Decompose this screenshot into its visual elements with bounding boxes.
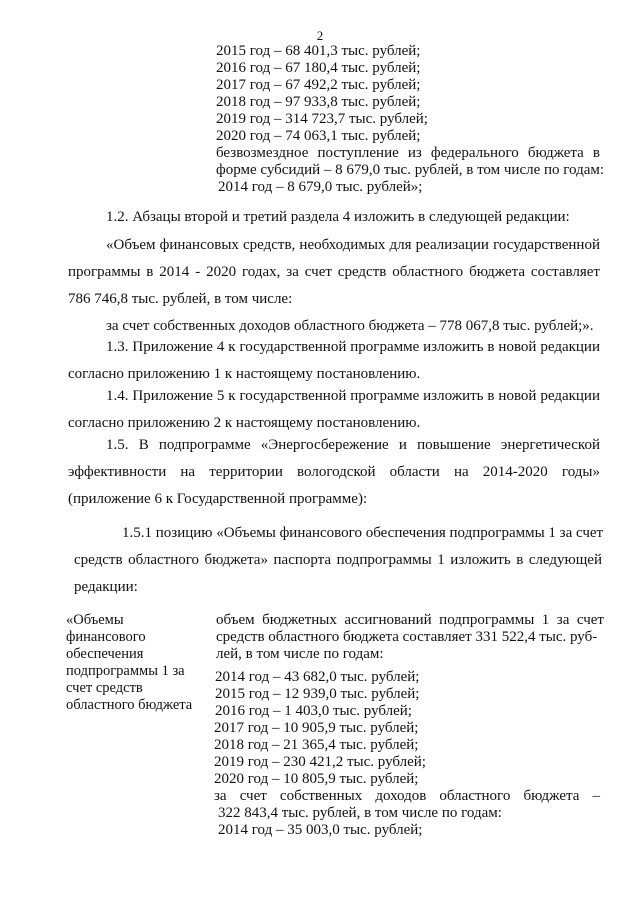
year-line: 2018 год – 97 933,8 тыс. рублей; bbox=[216, 94, 421, 110]
top-year-list bbox=[216, 43, 605, 196]
paragraph-text: «Объем финансовых средств, необходимых для реализации государственной bbox=[106, 237, 600, 253]
paragraph-text: согласно приложению 2 к настоящему постановлению. bbox=[68, 415, 421, 431]
year-line: 2019 год – 230 421,2 тыс. рублей; bbox=[214, 754, 426, 770]
paragraph-text: средств областного бюджета» паспорта подпрограммы 1 изложить в следующей bbox=[74, 552, 602, 568]
paragraph-text: 1.5. В подпрограмме «Энергосбережение и повышение энергетической bbox=[106, 437, 600, 453]
label-line: счет средств bbox=[66, 680, 143, 696]
federal-line: форме субсидий – 8 679,0 тыс. рублей, в том числе по годам: bbox=[216, 162, 605, 178]
year-line: 2017 год – 10 905,9 тыс. рублей; bbox=[214, 720, 419, 736]
year-line: 2020 год – 10 805,9 тыс. рублей; bbox=[214, 771, 419, 787]
label-line: «Объемы bbox=[66, 612, 124, 628]
paragraph-text: 786 746,8 тыс. рублей, в том числе: bbox=[68, 291, 293, 307]
label-line: финансового bbox=[66, 629, 146, 645]
year-line: 2016 год – 67 180,4 тыс. рублей; bbox=[216, 60, 421, 76]
year-line: 2019 год – 314 723,7 тыс. рублей; bbox=[216, 111, 428, 127]
federal-line: 2014 год – 8 679,0 тыс. рублей»; bbox=[218, 179, 423, 195]
paragraph-1-5 bbox=[68, 437, 600, 508]
paragraph-text: 1.5.1 позицию «Объемы финансового обеспечения подпрограммы 1 за счет bbox=[122, 525, 604, 541]
paragraph-text: редакции: bbox=[74, 579, 138, 595]
passport-table-label bbox=[66, 612, 206, 714]
label-line: подпрограммы 1 за bbox=[66, 663, 185, 679]
paragraph-1-5-1 bbox=[74, 525, 602, 596]
paragraph-text: 1.4. Приложение 5 к государственной программе изложить в новой редакции bbox=[106, 388, 600, 404]
value-line: за счет собственных доходов областного бюджета – bbox=[214, 788, 600, 804]
passport-table-value bbox=[214, 612, 604, 839]
paragraph-text: согласно приложению 1 к настоящему постановлению. bbox=[68, 366, 421, 382]
value-line: объем бюджетных ассигнований подпрограммы 1 за счет bbox=[216, 612, 604, 628]
value-line: лей, в том числе по годам: bbox=[216, 646, 384, 662]
paragraph-text: за счет собственных доходов областного бюджета – 778 067,8 тыс. рублей;». bbox=[106, 318, 594, 334]
year-line: 2015 год – 68 401,3 тыс. рублей; bbox=[216, 43, 421, 59]
page-number: 2 bbox=[316, 28, 324, 43]
year-line: 2014 год – 43 682,0 тыс. рублей; bbox=[215, 669, 420, 685]
paragraph-text: (приложение 6 к Государственной программе): bbox=[68, 491, 368, 507]
label-line: обеспечения bbox=[66, 646, 144, 662]
value-line: средств областного бюджета составляет 331 522,4 тыс. руб- bbox=[216, 629, 598, 645]
paragraph-1-2 bbox=[68, 209, 600, 226]
paragraph-text: программы в 2014 - 2020 годах, за счет средств областного бюджета составляет bbox=[68, 264, 600, 280]
paragraph-text: 1.3. Приложение 4 к государственной программе изложить в новой редакции bbox=[106, 339, 600, 355]
year-line: 2020 год – 74 063,1 тыс. рублей; bbox=[216, 128, 421, 144]
paragraph-1-4 bbox=[68, 388, 600, 432]
year-line: 2017 год – 67 492,2 тыс. рублей; bbox=[216, 77, 421, 93]
year-line: 2016 год – 1 403,0 тыс. рублей; bbox=[215, 703, 412, 719]
federal-line: безвозмездное поступление из федерального бюджета в bbox=[216, 145, 600, 161]
paragraph-text: 1.2. Абзацы второй и третий раздела 4 изложить в следующей редакции: bbox=[106, 209, 570, 225]
value-line: 322 843,4 тыс. рублей, в том числе по годам: bbox=[218, 805, 502, 821]
label-line: областного бюджета bbox=[66, 697, 193, 713]
year-line: 2018 год – 21 365,4 тыс. рублей; bbox=[214, 737, 419, 753]
paragraph-text: эффективности на территории вологодской области на 2014-2020 годы» bbox=[68, 464, 600, 480]
year-line: 2014 год – 35 003,0 тыс. рублей; bbox=[218, 822, 423, 838]
year-line: 2015 год – 12 939,0 тыс. рублей; bbox=[215, 686, 420, 702]
paragraph-1-3 bbox=[68, 339, 600, 383]
quote-paragraph bbox=[68, 237, 600, 335]
